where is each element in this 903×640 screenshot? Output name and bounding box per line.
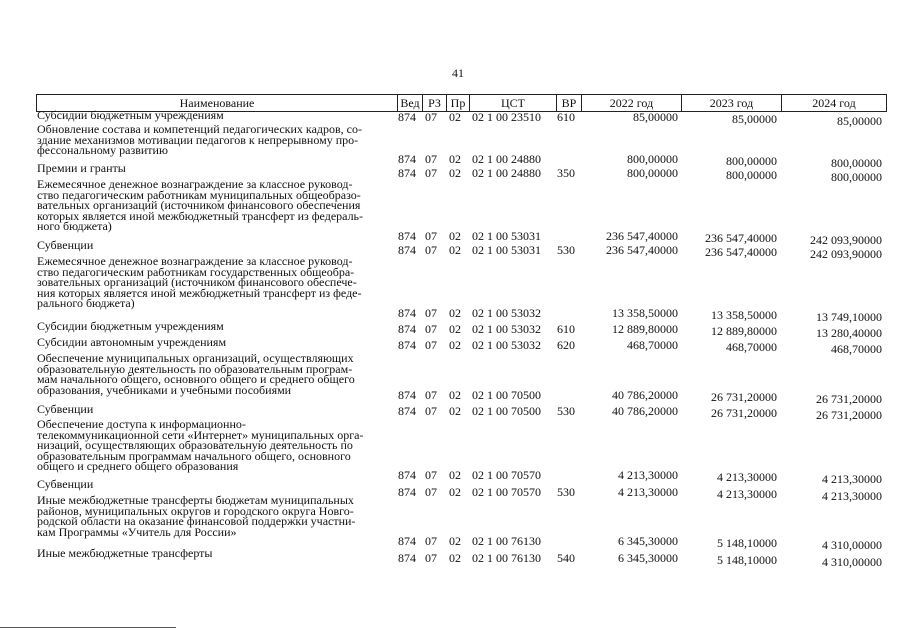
header-2022: 2022 год [581,94,682,112]
cell-cst: 02 1 00 70500 [472,388,541,402]
row-name: Субсидии автономным учреждениям [37,335,227,349]
cell-vr: 620 [557,338,575,352]
cell-ved: 874 [398,110,416,124]
header-name: Наименование [36,94,398,112]
cell-vr: 610 [557,322,575,336]
cell-ved: 874 [398,152,416,166]
cell-2024: 4 213,30000 [822,472,882,486]
cell-rz: 07 [425,243,437,257]
cell-2022: 800,00000 [627,166,678,180]
page-number: 41 [452,66,464,80]
cell-vr: 530 [557,243,575,257]
cell-pr: 02 [449,485,461,499]
cell-pr: 02 [449,166,461,180]
cell-rz: 07 [425,229,437,243]
cell-pr: 02 [449,229,461,243]
cell-2024: 800,00000 [831,156,882,170]
cell-cst: 02 1 00 70500 [472,404,541,418]
cell-2022: 468,70000 [627,338,678,352]
cell-rz: 07 [425,306,437,320]
cell-2024: 468,70000 [831,342,882,356]
cell-cst: 02 1 00 70570 [472,485,541,499]
cell-2023: 4 213,30000 [717,470,777,484]
cell-cst: 02 1 00 76130 [472,534,541,548]
cell-2023: 5 148,10000 [717,553,777,567]
cell-2024: 4 310,00000 [822,538,882,552]
cell-cst: 02 1 00 23510 [472,110,541,124]
cell-vr: 540 [557,551,575,565]
cell-2024: 13 749,10000 [816,310,882,324]
cell-2024: 26 731,20000 [816,408,882,422]
cell-rz: 07 [425,388,437,402]
cell-rz: 07 [425,322,437,336]
cell-cst: 02 1 00 53032 [472,306,541,320]
row-name: Обеспечение доступа к информационно- телекоммуникационной сети «Интернет» муниципальных орга- низаций, осуществляющих образовательную деятельность по образовательным программам начального общего, основного общего и среднего общего образования [37,417,364,473]
cell-pr: 02 [449,306,461,320]
cell-2024: 242 093,90000 [810,233,882,247]
cell-2023: 26 731,20000 [711,406,777,420]
cell-cst: 02 1 00 24880 [472,152,541,166]
cell-cst: 02 1 00 70570 [472,468,541,482]
cell-cst: 02 1 00 53031 [472,229,541,243]
cell-2022: 13 358,50000 [612,306,678,320]
cell-2024: 26 731,20000 [816,392,882,406]
cell-2023: 800,00000 [726,168,777,182]
cell-ved: 874 [398,338,416,352]
cell-2023: 85,00000 [732,112,777,126]
cell-cst: 02 1 00 53031 [472,243,541,257]
cell-rz: 07 [425,338,437,352]
cell-rz: 07 [425,534,437,548]
cell-rz: 07 [425,166,437,180]
cell-rz: 07 [425,152,437,166]
cell-2022: 236 547,40000 [606,243,678,257]
cell-rz: 07 [425,485,437,499]
cell-2022: 4 213,30000 [618,485,678,499]
cell-ved: 874 [398,166,416,180]
header-vr: ВР [556,94,582,112]
cell-cst: 02 1 00 53032 [472,338,541,352]
header-rz: РЗ [422,94,447,112]
cell-ved: 874 [398,229,416,243]
row-name: Премии и гранты [37,161,126,175]
cell-2022: 40 786,20000 [612,388,678,402]
cell-2023: 468,70000 [726,340,777,354]
row-name: Субвенции [37,477,94,491]
cell-vr: 530 [557,404,575,418]
cell-cst: 02 1 00 53032 [472,322,541,336]
cell-ved: 874 [398,404,416,418]
cell-ved: 874 [398,468,416,482]
cell-ved: 874 [398,243,416,257]
cell-pr: 02 [449,388,461,402]
cell-cst: 02 1 00 76130 [472,551,541,565]
row-name: Субсидии бюджетным учреждениям [37,319,224,333]
cell-ved: 874 [398,322,416,336]
cell-ved: 874 [398,551,416,565]
cell-2023: 4 213,30000 [717,487,777,501]
cell-2024: 85,00000 [837,114,882,128]
cell-2023: 236 547,40000 [705,231,777,245]
row-name: Субвенции [37,238,94,252]
header-2024: 2024 год [781,94,887,112]
cell-2022: 40 786,20000 [612,404,678,418]
cell-2024: 13 280,40000 [816,326,882,340]
cell-2022: 236 547,40000 [606,229,678,243]
row-name: Обновление состава и компетенций педагогических кадров, со- здание механизмов мотивации педагогов к непрерывному про- фессональному развитию [37,122,362,157]
cell-2022: 800,00000 [627,152,678,166]
cell-pr: 02 [449,551,461,565]
cell-pr: 02 [449,404,461,418]
cell-cst: 02 1 00 24880 [472,166,541,180]
cell-pr: 02 [449,110,461,124]
cell-vr: 610 [557,110,575,124]
cell-ved: 874 [398,388,416,402]
cell-2023: 13 358,50000 [711,308,777,322]
cell-pr: 02 [449,152,461,166]
cell-2024: 800,00000 [831,170,882,184]
header-2023: 2023 год [681,94,782,112]
cell-vr: 530 [557,485,575,499]
cell-2023: 5 148,10000 [717,536,777,550]
cell-rz: 07 [425,468,437,482]
header-cst: ЦСТ [469,94,557,112]
cell-pr: 02 [449,534,461,548]
cell-2023: 236 547,40000 [705,245,777,259]
cell-2023: 12 889,80000 [711,324,777,338]
row-name: Субсидии бюджетным учреждениям [37,108,224,122]
header-ved: Вед [397,94,423,112]
cell-2023: 800,00000 [726,154,777,168]
row-name: Иные межбюджетные трансферты [37,546,213,560]
cell-pr: 02 [449,243,461,257]
row-name: Обеспечение муниципальных организаций, осуществляющих образовательную деятельность по образовательным програм- мам начального общего, основного общего и среднего общего образования, учебниками и учебными пособиями [37,351,355,397]
cell-2022: 12 889,80000 [612,322,678,336]
cell-rz: 07 [425,551,437,565]
cell-2024: 4 213,30000 [822,489,882,503]
cell-rz: 07 [425,110,437,124]
cell-pr: 02 [449,338,461,352]
row-name: Ежемесячное денежное вознаграждение за классное руковод- ство педагогическим работникам муниципальных общеобразо- вательных организаций (источником финансового обеспечения которых является иной межбюджетный трансферт из федераль- ного бюджета) [37,177,364,233]
cell-vr: 350 [557,166,575,180]
row-name: Субвенции [37,402,94,416]
cell-2024: 4 310,00000 [822,555,882,569]
cell-2022: 6 345,30000 [618,551,678,565]
cell-rz: 07 [425,404,437,418]
cell-ved: 874 [398,534,416,548]
row-name: Иные межбюджетные трансферты бюджетам муниципальных районов, муниципальных округов и городского округа Новго- родской области на оказание финансовой поддержки участни- кам Программы «Учитель для России» [37,493,356,539]
cell-2024: 242 093,90000 [810,247,882,261]
cell-2023: 26 731,20000 [711,390,777,404]
header-pr: Пр [446,94,470,112]
cell-ved: 874 [398,485,416,499]
cell-2022: 85,00000 [633,110,678,124]
cell-pr: 02 [449,322,461,336]
cell-2022: 6 345,30000 [618,534,678,548]
footer-rule [0,627,176,628]
row-name: Ежемесячное денежное вознаграждение за классное руковод- ство педагогическим работникам государственных общеобра- зовательных организаций (источником финансового обеспече- ния которых является иной межбюджетный трансферт из феде- рального бюджета) [37,254,362,310]
cell-2022: 4 213,30000 [618,468,678,482]
cell-pr: 02 [449,468,461,482]
cell-ved: 874 [398,306,416,320]
